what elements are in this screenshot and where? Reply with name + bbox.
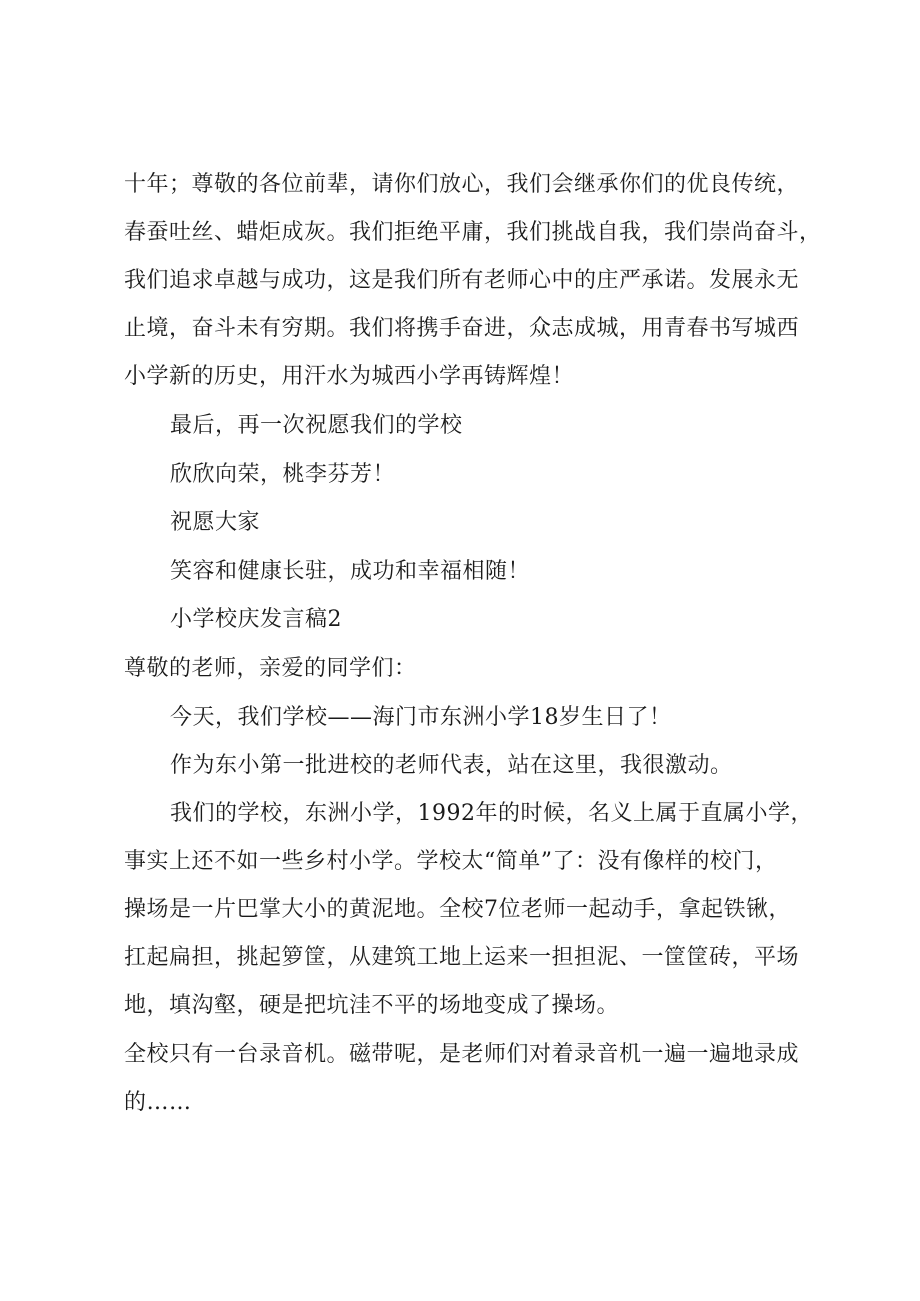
salutation: 尊敬的老师，亲爱的同学们： xyxy=(124,656,417,681)
paragraph-line: 我们追求卓越与成功，这是我们所有老师心中的庄严承诺。发展永无 xyxy=(124,268,800,293)
paragraph-line: 的…… xyxy=(124,1090,192,1115)
paragraph-line: 笑容和健康长驻，成功和幸福相随！ xyxy=(170,559,531,584)
paragraph-line: 地，填沟壑，硬是把坑洼不平的场地变成了操场。 xyxy=(124,993,620,1018)
paragraph-line: 止境，奋斗未有穷期。我们将携手奋进，众志成城，用青春书写城西 xyxy=(124,316,800,341)
section-heading: 小学校庆发言稿2 xyxy=(170,607,342,632)
paragraph-line: 祝愿大家 xyxy=(170,510,261,535)
paragraph-line: 欣欣向荣，桃李芬芳！ xyxy=(170,462,396,487)
paragraph-line: 操场是一片巴掌大小的黄泥地。全校7位老师一起动手，拿起铁锹， xyxy=(124,897,791,922)
paragraph-line: 今天，我们学校——海门市东洲小学18岁生日了！ xyxy=(170,705,672,730)
paragraph-line: 小学新的历史，用汗水为城西小学再铸辉煌！ xyxy=(124,364,575,389)
paragraph-line: 全校只有一台录音机。磁带呢，是老师们对着录音机一遍一遍地录成 xyxy=(124,1042,800,1067)
paragraph-line: 扛起扁担，挑起箩筐，从建筑工地上运来一担担泥、一筐筐砖，平场 xyxy=(124,945,800,970)
paragraph-line: 作为东小第一批进校的老师代表，站在这里，我很激动。 xyxy=(170,753,733,778)
paragraph-line: 春蚕吐丝、蜡炬成灰。我们拒绝平庸，我们挑战自我，我们崇尚奋斗， xyxy=(124,220,822,245)
paragraph-line: 事实上还不如一些乡村小学。学校太“简单”了：没有像样的校门， xyxy=(124,849,778,874)
paragraph-line: 最后，再一次祝愿我们的学校 xyxy=(170,413,463,438)
paragraph-line: 我们的学校，东洲小学，1992年的时候，名义上属于直属小学， xyxy=(170,801,813,826)
paragraph-line: 十年；尊敬的各位前辈，请你们放心，我们会继承你们的优良传统， xyxy=(124,172,800,197)
